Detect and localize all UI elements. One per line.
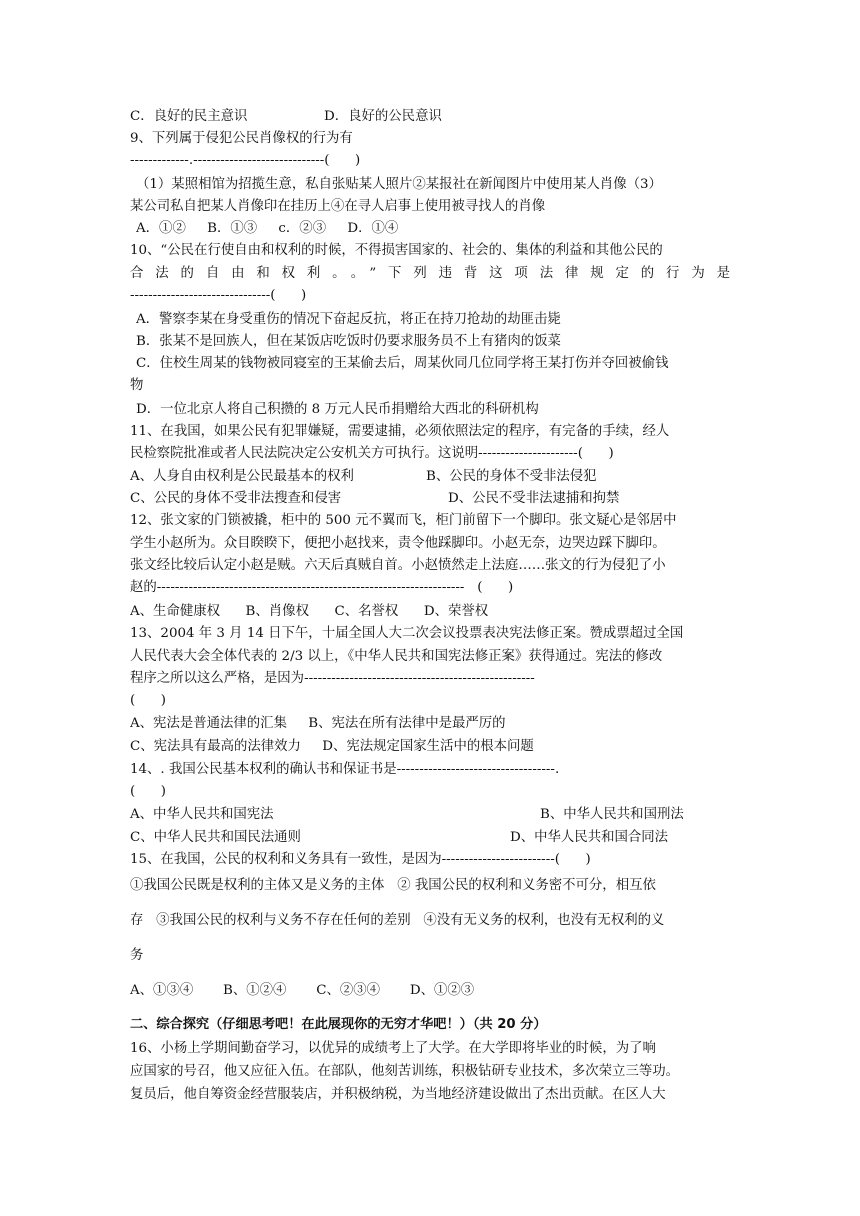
q15-item-line-3: 务: [130, 948, 144, 963]
q14-answer-paren: ( ): [130, 784, 166, 799]
q12-stem-4: 赵的-------------------------------------------------------------------- ( ): [130, 580, 514, 595]
q14-stem: 14、. 我国公民基本权利的确认书和保证书是-----------------------------------.: [130, 762, 560, 777]
q13-stem-1: 13、2004 年 3 月 14 日下午，十届全国人大二次会议投票表决宪法修正案。赞成票超过全国: [130, 626, 684, 641]
q11-stem-2: 民检察院批准或者人民法院决定公安机关方可执行。这说明----------------------( ): [130, 446, 614, 461]
q11-options-cd: [130, 488, 730, 510]
q15-stem: 15、在我国，公民的权利和义务具有一致性，是因为-------------------------( ): [130, 852, 591, 867]
q10-stem-1: 10、“公民在行使自由和权利的时候，不得损害国家的、社会的、集体的利益和其他公民的: [130, 243, 663, 258]
q9-answer-line: -------------.-----------------------------( ): [130, 153, 361, 168]
section-2-heading: 二、综合探究（仔细思考吧！在此展现你的无穷才华吧！）（共 20 分）: [130, 1017, 547, 1032]
q14-option-d: D、中华人民共和国合同法: [510, 830, 669, 845]
q13-options-ab: A、宪法是普通法律的汇集 B、宪法在所有法律中是最严厉的: [130, 716, 506, 731]
q12-options: A、生命健康权 B、肖像权 C、名誉权 D、荣誉权: [130, 604, 489, 619]
q12-stem-2: 学生小赵所为。众目睽睽下，便把小赵找来，责令他踩脚印。小赵无奈，边哭边踩下脚印。: [130, 536, 666, 551]
q10-option-d: D．一位北京人将自己积攒的 8 万元人民币捐赠给大西北的科研机构: [136, 402, 539, 417]
q10-option-c: C．住校生周某的钱物被同寝室的王某偷去后，周某伙同几位同学将王某打伤并夺回被偷钱: [136, 356, 669, 371]
q9-item-line-2: 某公司私自把某人肖像印在挂历上④在寻人启事上使用被寻找人的肖像: [130, 199, 546, 214]
q9-item-line-1: （1）某照相馆为招揽生意，私自张贴某人照片②某报社在新闻图片中使用某人肖像（3）: [136, 177, 662, 192]
q14-options-ab: [130, 804, 730, 826]
q10-stem-2: 合法的自由和权利。。”下列违背这项法律规定的行为是: [130, 266, 730, 281]
q11-option-c: C、公民的身体不受非法搜查和侵害: [130, 491, 342, 506]
q11-stem-1: 11、在我国，如果公民有犯罪嫌疑，需要逮捕，必须依照法定的程序，有完备的手续，经人: [130, 424, 670, 439]
q9-options: A．①② B．①③ c．②③ D．①④: [136, 221, 399, 236]
q12-stem-1: 12、张文家的门锁被撬，柜中的 500 元不翼而飞，柜门前留下一个脚印。张文疑心是邻居中: [130, 513, 677, 528]
q9-stem: 9、下列属于侵犯公民肖像权的行为有: [130, 131, 353, 146]
q12-stem-3: 张文经比较后认定小赵是贼。六天后真贼自首。小赵愤然走上法庭……张文的行为侵犯了小: [130, 558, 666, 573]
q13-answer-paren: ( ): [130, 693, 166, 708]
q10-answer-line: -------------------------------( ): [130, 288, 307, 303]
q8-options-cd: C．良好的民主意识 D．良好的公民意识: [130, 109, 442, 124]
q10-option-c-cont: 物: [130, 378, 144, 393]
q11-option-d: D、公民不受非法逮捕和拘禁: [448, 491, 620, 506]
q10-option-a: A．警察李某在身受重伤的情况下奋起反抗，将正在持刀抢劫的劫匪击毙: [136, 312, 561, 327]
q10-option-b: B．张某不是回族人，但在某饭店吃饭时仍要求服务员不上有猪肉的饭菜: [136, 334, 561, 349]
q16-text-1: 16、小杨上学期间勤奋学习，以优异的成绩考上了大学。在大学即将毕业的时候，为了响: [130, 1041, 656, 1056]
q16-text-3: 复员后，他自筹资金经营服装店，并积极纳税，为当地经济建设做出了杰出贡献。在区人大: [130, 1087, 666, 1102]
q11-option-a: A、人身自由权利是公民最基本的权利: [130, 469, 354, 484]
q16-text-2: 应国家的号召，他又应征入伍。在部队，他刻苦训练，积极钻研专业技术，多次荣立三等功。: [130, 1064, 680, 1079]
q13-stem-3: 程序之所以这么严格，是因为---------------------------------------------------: [130, 671, 535, 686]
q13-stem-2: 人民代表大会全体代表的 2/3 以上，《中华人民共和国宪法修正案》获得通过。宪法的修改: [130, 649, 663, 664]
q11-option-b: B、公民的身体不受非法侵犯: [426, 469, 597, 484]
q15-item-line-2: 存 ③我国公民的权利与义务不存在任何的差别 ④没有无义务的权利，也没有无权利的义: [130, 913, 665, 928]
q15-item-line-1: ①我国公民既是权利的主体又是义务的主体 ② 我国公民的权利和义务密不可分，相互依: [130, 878, 656, 893]
q15-options: A、①③④ B、①②④ C、②③④ D、①②③: [130, 983, 475, 998]
q13-options-cd: C、宪法具有最高的法律效力 D、宪法规定国家生活中的根本问题: [130, 739, 534, 754]
q14-options-cd: [130, 827, 730, 849]
q14-option-c: C、中华人民共和国民法通则: [130, 830, 301, 845]
q11-options-ab: [130, 466, 730, 488]
q14-option-b: B、中华人民共和国刑法: [540, 807, 684, 822]
q14-option-a: A、中华人民共和国宪法: [130, 807, 274, 822]
